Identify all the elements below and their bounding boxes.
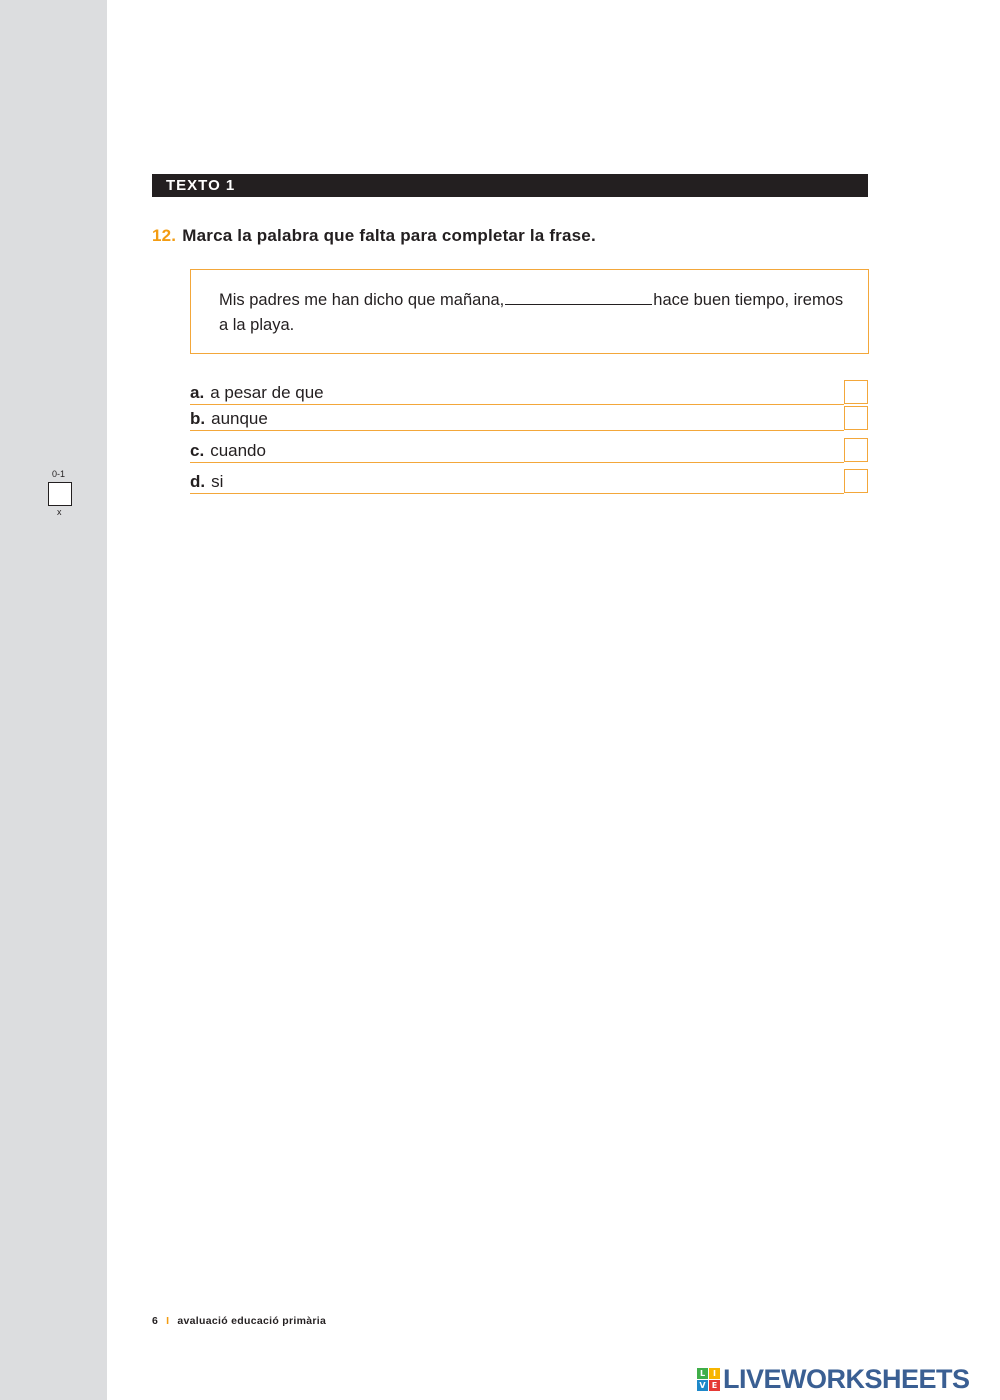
blank-line <box>505 290 652 305</box>
sentence-after: hace buen tiempo, iremos a la playa. <box>219 291 844 334</box>
logo-mark-icon: L I V E <box>697 1368 720 1391</box>
question-prompt: Marca la palabra que falta para completar la frase. <box>182 226 596 245</box>
score-box[interactable] <box>48 482 72 506</box>
option-d-checkbox[interactable] <box>844 469 868 493</box>
option-text: cuando <box>210 441 266 460</box>
page-footer <box>152 1315 326 1327</box>
option-text: a pesar de que <box>210 383 324 402</box>
sentence-text <box>219 288 849 338</box>
option-letter: d. <box>190 472 206 491</box>
page-number: 6 <box>152 1315 159 1327</box>
option-b-checkbox[interactable] <box>844 406 868 430</box>
left-margin-strip <box>0 0 107 1400</box>
option-letter: a. <box>190 383 205 402</box>
option-c <box>190 438 844 463</box>
option-letter: c. <box>190 441 205 460</box>
question-number: 12. <box>152 226 177 245</box>
option-text: si <box>211 472 224 491</box>
option-b <box>190 406 844 431</box>
logo-text: LIVEWORKSHEETS <box>723 1363 970 1394</box>
option-d <box>190 469 844 494</box>
score-mark-label: x <box>57 507 62 517</box>
sentence-box <box>190 269 869 354</box>
option-letter: b. <box>190 409 206 428</box>
option-a <box>190 380 844 405</box>
option-text: aunque <box>211 409 268 428</box>
question-heading <box>152 226 596 246</box>
option-a-checkbox[interactable] <box>844 380 868 404</box>
footer-separator: I <box>166 1315 170 1327</box>
footer-text: avaluació educació primària <box>177 1315 327 1327</box>
score-range-label: 0-1 <box>52 469 66 479</box>
section-header <box>152 174 868 197</box>
option-c-checkbox[interactable] <box>844 438 868 462</box>
section-title: TEXTO 1 <box>166 177 236 194</box>
liveworksheets-logo <box>697 1364 970 1394</box>
sentence-before: Mis padres me han dicho que mañana, <box>219 291 505 309</box>
